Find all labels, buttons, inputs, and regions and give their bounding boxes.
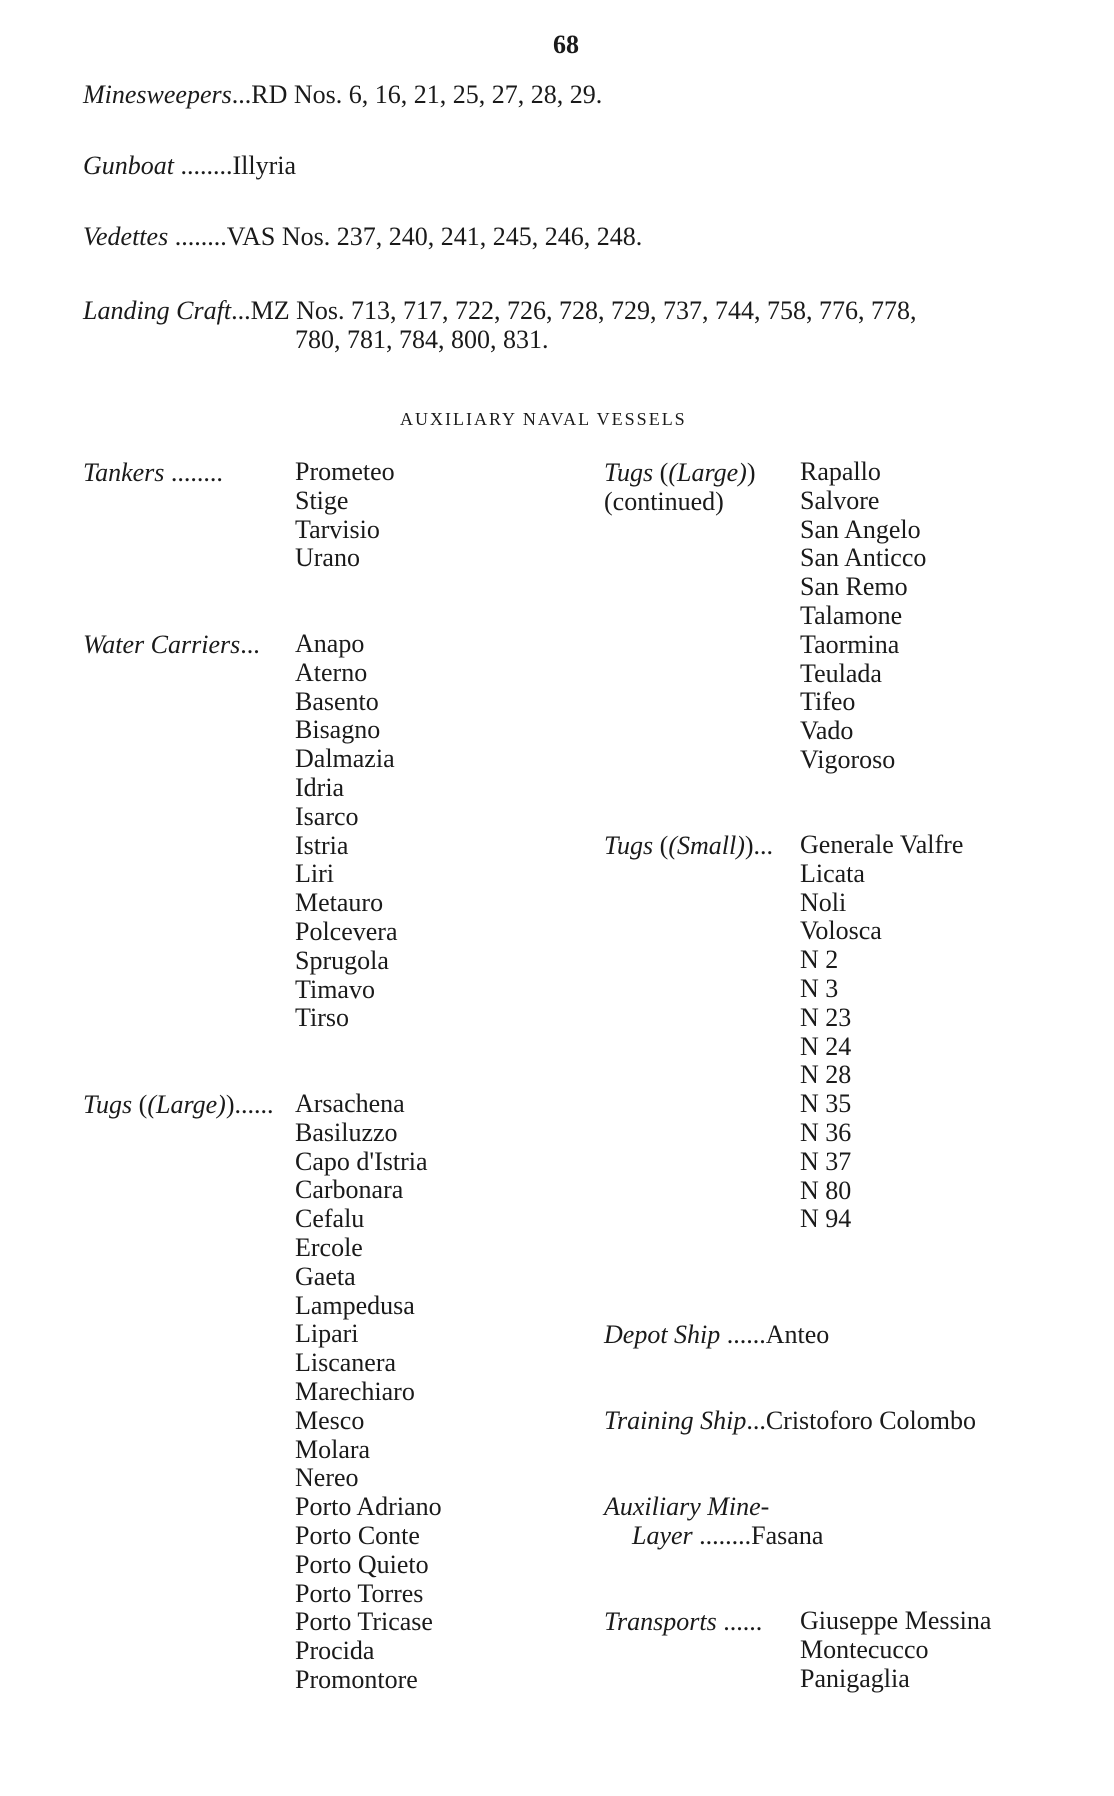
list-item: Capo d'Istria <box>295 1146 428 1176</box>
tugs-small-label: Tugs <box>604 831 654 860</box>
tugs-large-leader: ...... <box>234 1090 274 1119</box>
training-ship-label: Training Ship <box>604 1406 747 1435</box>
list-item: N 3 <box>800 973 839 1003</box>
tugs-large-cont-label: Tugs <box>604 458 654 487</box>
tugs-large-list <box>295 1090 442 1695</box>
minesweepers-entry <box>83 80 602 109</box>
list-item: Procida <box>295 1636 375 1666</box>
landing-craft-text-line2: 780, 781, 784, 800, 831. <box>295 325 549 354</box>
list-item: Prometeo <box>295 457 395 486</box>
list-item: Timavo <box>295 974 375 1004</box>
gunboat-entry <box>83 151 296 180</box>
list-item: N 80 <box>800 1175 852 1205</box>
list-item: Porto Quieto <box>295 1549 429 1579</box>
list-item: Porto Conte <box>295 1520 420 1550</box>
list-item: San Anticco <box>800 543 927 573</box>
list-item: Arsachena <box>295 1089 405 1118</box>
depot-ship-leader: ...... <box>726 1320 766 1349</box>
vedettes-leader: ........ <box>174 222 227 251</box>
list-item: Volosca <box>800 916 882 946</box>
list-item: Salvore <box>800 485 880 515</box>
list-item: Istria <box>295 830 349 860</box>
list-item: N 28 <box>800 1060 852 1090</box>
list-item: Tifeo <box>800 687 856 717</box>
list-item: Idria <box>295 772 345 802</box>
landing-craft-label: Landing Craft <box>83 296 232 325</box>
list-item: Dalmazia <box>295 744 395 774</box>
aux-minelayer-entry <box>632 1521 823 1550</box>
tugs-large-cont-paren-text: (Large) <box>668 458 747 487</box>
list-item: Tirso <box>295 1003 349 1033</box>
water-carriers-leader: ... <box>240 630 260 659</box>
list-item: Carbonara <box>295 1175 404 1205</box>
water-carriers-heading <box>83 630 260 659</box>
landing-craft-entry <box>83 296 917 325</box>
list-item: N 24 <box>800 1031 852 1061</box>
list-item: Lipari <box>295 1319 359 1349</box>
tugs-large-cont-heading <box>604 458 755 487</box>
list-item: Generale Valfre <box>800 830 964 859</box>
gunboat-text: Illyria <box>232 151 297 180</box>
list-item: Porto Tricase <box>295 1607 433 1637</box>
list-item: Vado <box>800 716 854 746</box>
tugs-small-paren-text: (Small) <box>668 831 745 860</box>
list-item: Liri <box>295 859 334 889</box>
list-item: San Remo <box>800 572 908 602</box>
list-item: Liscanera <box>295 1348 397 1378</box>
list-item: Metauro <box>295 888 384 918</box>
tankers-label: Tankers <box>83 458 165 487</box>
list-item: Polcevera <box>295 916 398 946</box>
training-ship-leader: ... <box>746 1406 766 1435</box>
list-item: Molara <box>295 1434 371 1464</box>
water-carriers-list <box>295 630 398 1033</box>
tugs-large-paren: ((Large)) <box>138 1090 235 1119</box>
training-ship-entry <box>604 1406 976 1435</box>
list-item: Panigaglia <box>800 1663 910 1693</box>
list-item: Promontore <box>295 1664 418 1694</box>
landing-craft-leader: ... <box>231 296 251 325</box>
list-item: Gaeta <box>295 1261 356 1291</box>
water-carriers-label: Water Carriers <box>83 630 241 659</box>
list-item: Porto Adriano <box>295 1492 442 1522</box>
tankers-leader: ........ <box>170 458 223 487</box>
landing-craft-text-line1: MZ Nos. 713, 717, 722, 726, 728, 729, 737, 744, 758, 776, 778, <box>250 296 917 325</box>
list-item: Porto Torres <box>295 1578 424 1608</box>
list-item: Basiluzzo <box>295 1117 398 1147</box>
list-item: Stige <box>295 485 349 515</box>
list-item: Tarvisio <box>295 514 380 544</box>
gunboat-leader: ........ <box>180 151 233 180</box>
list-item: N 37 <box>800 1146 852 1176</box>
depot-ship-entry <box>604 1320 829 1349</box>
transports-leader: ...... <box>723 1607 763 1636</box>
list-item: Aterno <box>295 657 368 687</box>
minesweepers-leader: ... <box>231 80 252 109</box>
list-item: Taormina <box>800 629 900 659</box>
list-item: N 23 <box>800 1002 852 1032</box>
list-item: N 94 <box>800 1204 852 1234</box>
list-item: San Angelo <box>800 514 921 544</box>
list-item: Rapallo <box>800 457 881 486</box>
vedettes-text: VAS Nos. 237, 240, 241, 245, 246, 248. <box>226 222 643 251</box>
transports-list <box>800 1607 991 1693</box>
depot-ship-value: Anteo <box>765 1320 830 1349</box>
tugs-large-cont-list <box>800 458 926 775</box>
list-item: N 36 <box>800 1117 852 1147</box>
tugs-large-label: Tugs <box>83 1090 133 1119</box>
tugs-small-list <box>800 831 963 1234</box>
training-ship-value: Cristoforo Colombo <box>765 1406 976 1435</box>
list-item: Marechiaro <box>295 1376 415 1406</box>
list-item: Montecucco <box>800 1634 929 1664</box>
list-item: Ercole <box>295 1232 363 1262</box>
transports-label: Transports <box>604 1607 717 1636</box>
vedettes-label: Vedettes <box>83 222 169 251</box>
depot-ship-label: Depot Ship <box>604 1320 721 1349</box>
list-item: Lampedusa <box>295 1290 415 1320</box>
list-item: Cefalu <box>295 1204 365 1234</box>
aux-minelayer-label-line1: Auxiliary Mine- <box>604 1492 770 1521</box>
tugs-small-paren: ((Small)) <box>659 831 754 860</box>
list-item: Anapo <box>295 629 365 658</box>
aux-minelayer-label-line2: Layer <box>632 1521 693 1550</box>
list-item: Bisagno <box>295 715 381 745</box>
list-item: Giuseppe Messina <box>800 1606 992 1635</box>
list-item: Urano <box>295 543 360 573</box>
list-item: Basento <box>295 686 379 716</box>
list-item: Nereo <box>295 1463 359 1493</box>
tankers-heading <box>83 458 223 487</box>
list-item: Talamone <box>800 600 903 630</box>
tugs-large-heading <box>83 1090 273 1119</box>
list-item: Licata <box>800 858 865 888</box>
tugs-small-leader: ... <box>753 831 774 860</box>
aux-minelayer-leader: ........ <box>699 1521 752 1550</box>
aux-minelayer-value: Fasana <box>751 1521 824 1550</box>
tugs-large-paren-text: (Large) <box>147 1090 226 1119</box>
list-item: Sprugola <box>295 945 389 975</box>
vedettes-entry <box>83 222 642 251</box>
minesweepers-text: RD Nos. 6, 16, 21, 25, 27, 28, 29. <box>251 80 603 109</box>
list-item: Teulada <box>800 658 882 688</box>
list-item: Mesco <box>295 1405 365 1435</box>
tugs-large-cont-continued: (continued) <box>604 487 724 516</box>
tugs-small-heading <box>604 831 773 860</box>
minesweepers-label: Minesweepers <box>83 80 232 109</box>
list-item: Noli <box>800 887 847 917</box>
transports-heading <box>604 1607 762 1636</box>
list-item: N 2 <box>800 945 839 975</box>
section-heading: AUXILIARY NAVAL VESSELS <box>400 409 687 429</box>
list-item: Isarco <box>295 801 359 831</box>
page-number: 68 <box>553 30 579 59</box>
tankers-list <box>295 458 395 573</box>
tugs-large-cont-paren: ((Large)) <box>659 458 756 487</box>
gunboat-label: Gunboat <box>83 151 174 180</box>
list-item: Vigoroso <box>800 744 896 774</box>
list-item: N 35 <box>800 1089 852 1119</box>
